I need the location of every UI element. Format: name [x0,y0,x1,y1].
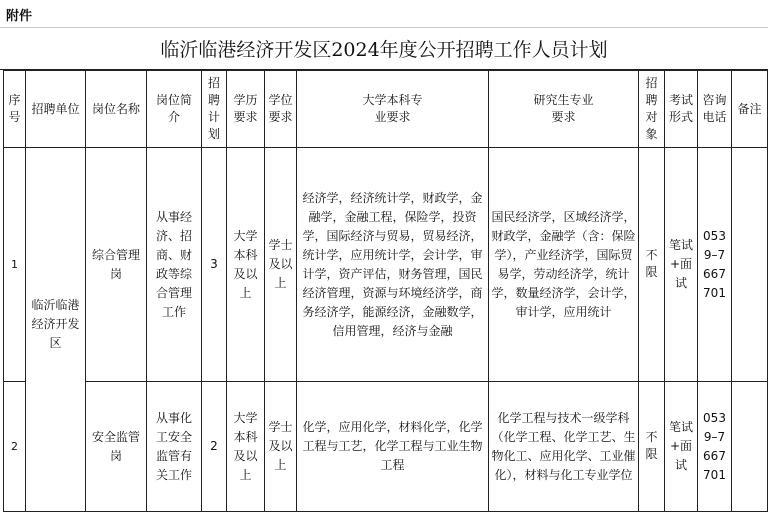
degree-cell: 学士及以上 [265,148,297,382]
unit-cell: 临沂临港经济开发区 [26,148,86,512]
header-row [4,71,768,148]
annex-bar [0,0,768,28]
table-row [4,382,768,512]
undergrad-cell: 经济学，经济统计学，财政学，金融学，金融工程，保险学，投资学，国际经济与贸易，贸易经济，统计学，应用统计学，会计学，审计学，资产评估，财务管理，国民经济管理，资源与环境经济学，商务经济学，能源经济，金融数学，信用管理，经济与金融 [297,148,489,382]
count-cell: 2 [202,382,227,512]
annex-label: 附件 [6,9,33,24]
target-cell: 不限 [639,148,665,382]
serial-cell: 2 [4,382,26,512]
header-degree: 学位要求 [265,71,297,148]
undergrad-cell: 化学，应用化学，材料化学，化学工程与工艺，化学工程与工业生物工程 [297,382,489,512]
education-cell: 大学本科及以上 [227,148,265,382]
degree-cell: 学士及以上 [265,382,297,512]
header-serial: 序号 [4,71,26,148]
education-cell: 大学本科及以上 [227,382,265,512]
phone-cell: 0539–7667701 [698,148,732,382]
header-unit: 招聘单位 [26,71,86,148]
table-row [4,148,768,382]
intro-cell: 从事经济、招商、财政等综合管理工作 [147,148,202,382]
recruitment-plan-table [3,70,768,512]
header-position: 岗位名称 [86,71,147,148]
header-intro: 岗位简介 [147,71,202,148]
graduate-cell: 化学工程与技术一级学科（化学工程、化学工艺、生物化工、应用化学、工业催化），材料与化工专业学位 [489,382,639,512]
remark-cell [732,382,768,512]
count-cell: 3 [202,148,227,382]
header-count: 招聘计划 [202,71,227,148]
header-remark: 备注 [732,71,768,148]
phone-cell: 0539–7667701 [698,382,732,512]
intro-cell: 从事化工安全监管有关工作 [147,382,202,512]
position-cell: 安全监管岗 [86,382,147,512]
title-bar [0,28,768,70]
target-cell: 不限 [639,382,665,512]
header-education: 学历要求 [227,71,265,148]
header-undergrad: 大学本科专业要求 [297,71,489,148]
position-cell: 综合管理岗 [86,148,147,382]
document-title: 临沂临港经济开发区2024年度公开招聘工作人员计划 [160,39,608,61]
header-exam: 考试形式 [665,71,698,148]
header-phone: 咨询电话 [698,71,732,148]
serial-cell: 1 [4,148,26,382]
header-target: 招聘对象 [639,71,665,148]
graduate-cell: 国民经济学，区域经济学，财政学，金融学（含：保险学），产业经济学，国际贸易学，劳动经济学，统计学，数量经济学，会计学，审计学，应用统计 [489,148,639,382]
remark-cell [732,148,768,382]
exam-cell: 笔试+面试 [665,148,698,382]
exam-cell: 笔试+面试 [665,382,698,512]
header-graduate: 研究生专业要求 [489,71,639,148]
